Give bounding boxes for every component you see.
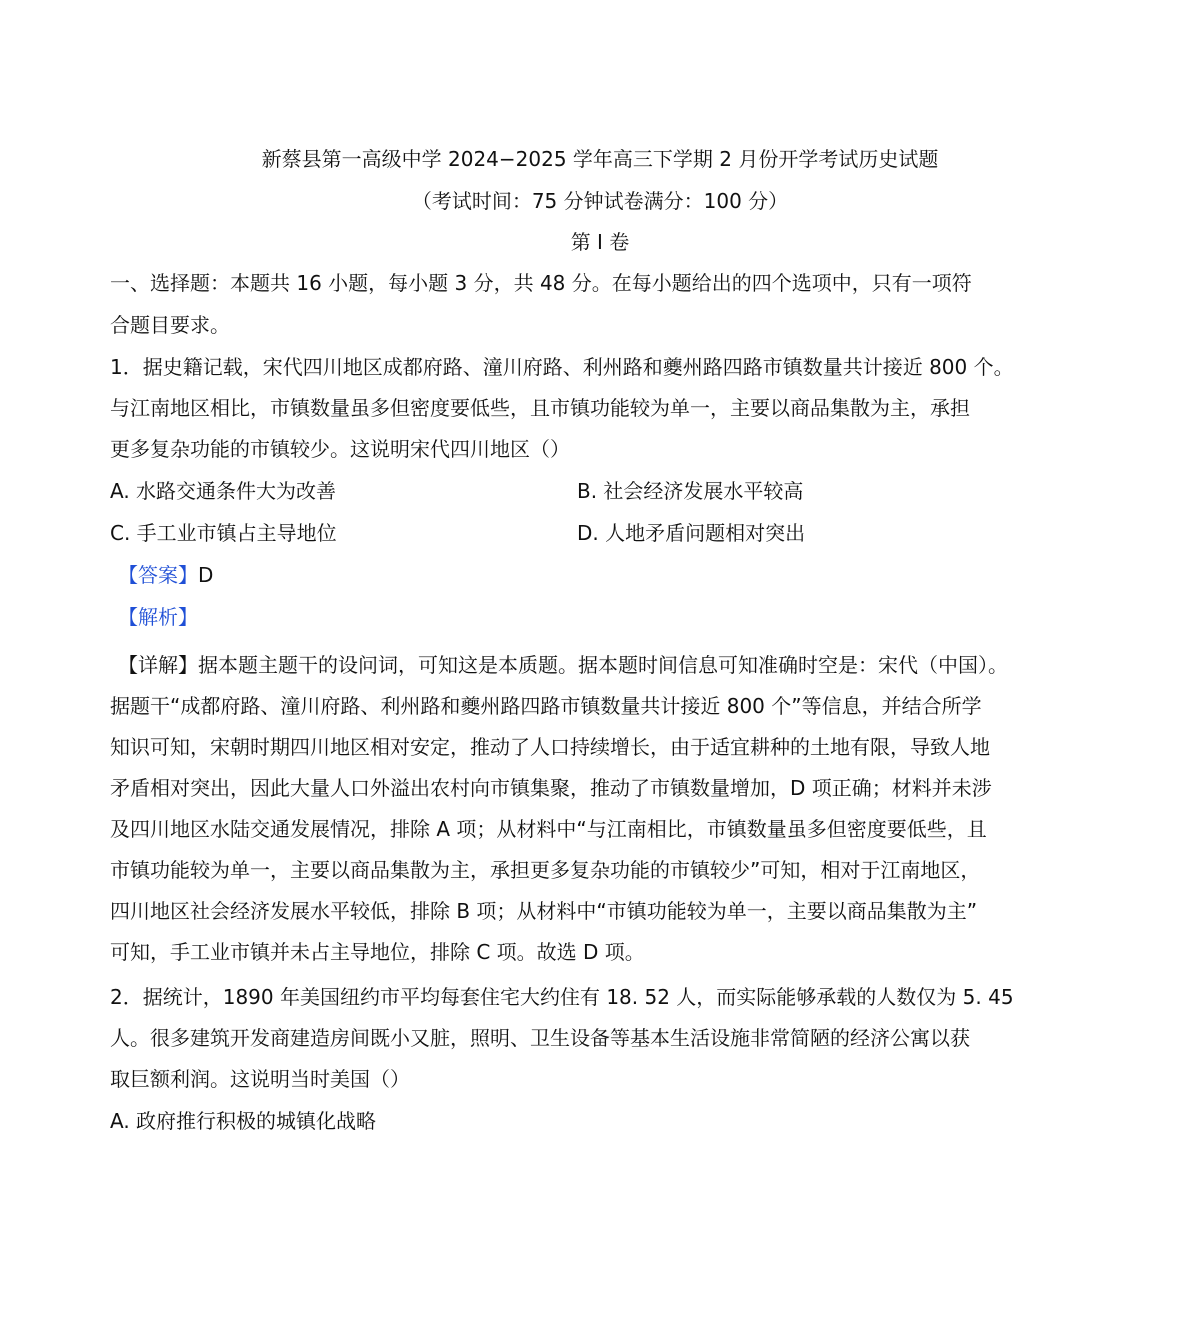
q1-option-c: C. 手工业市镇占主导地位	[110, 521, 337, 545]
q1-stem-line-3: 更多复杂功能的市镇较少。这说明宋代四川地区（）	[110, 437, 570, 461]
q2-stem-line-2: 人。很多建筑开发商建造房间既小又脏，照明、卫生设备等基本生活设施非常简陋的经济公寓以获	[110, 1026, 970, 1050]
q1-detail-line-2: 据题干“成都府路、潼川府路、利州路和夔州路四路市镇数量共计接近 800 个”等信息，并结合所学	[110, 694, 982, 718]
q1-option-b: B. 社会经济发展水平较高	[577, 479, 804, 503]
q1-detail-line-3: 知识可知，宋朝时期四川地区相对安定，推动了人口持续增长，由于适宜耕种的土地有限，导致人地	[110, 735, 990, 759]
q1-detail-line-5: 及四川地区水陆交通发展情况，排除 A 项；从材料中“与江南相比，市镇数量虽多但密度要低些，且	[110, 817, 987, 841]
q2-stem-line-3: 取巨额利润。这说明当时美国（）	[110, 1067, 410, 1091]
q1-detail-line-7: 四川地区社会经济发展水平较低，排除 B 项；从材料中“市镇功能较为单一，主要以商品集散为主”	[110, 899, 978, 923]
answer-value: D	[198, 563, 214, 587]
exam-title: 新蔡县第一高级中学 2024−2025 学年高三下学期 2 月份开学考试历史试题	[261, 147, 939, 171]
q1-stem-line-2: 与江南地区相比，市镇数量虽多但密度要低些，且市镇功能较为单一，主要以商品集散为主，承担	[110, 396, 970, 420]
q1-detail-line-1: 【详解】据本题主题干的设问词，可知这是本质题。据本题时间信息可知准确时空是：宋代（中国）。	[118, 653, 1008, 677]
exam-info: （考试时间：75 分钟试卷满分：100 分）	[411, 189, 789, 213]
q1-detail-line-4: 矛盾相对突出，因此大量人口外溢出农村向市镇集聚，推动了市镇数量增加，D 项正确；材料并未涉	[110, 776, 992, 800]
answer-tag: 【答案】	[118, 563, 198, 587]
q1-option-a: A. 水路交通条件大为改善	[110, 479, 337, 503]
q1-answer	[118, 563, 213, 587]
q1-stem-line-1: 1．据史籍记载，宋代四川地区成都府路、潼川府路、利州路和夔州路四路市镇数量共计接近 800 个。	[110, 355, 1014, 379]
q2-option-a: A. 政府推行积极的城镇化战略	[110, 1109, 377, 1133]
q1-detail-line-6: 市镇功能较为单一，主要以商品集散为主，承担更多复杂功能的市镇较少”可知，相对于江南地区，	[110, 858, 981, 882]
part-label: 第 I 卷	[570, 230, 630, 254]
q1-analysis-tag: 【解析】	[118, 605, 198, 629]
q2-stem-line-1: 2．据统计，1890 年美国纽约市平均每套住宅大约住有 18. 52 人，而实际能够承载的人数仅为 5. 45	[110, 985, 1014, 1009]
section-heading-line-2: 合题目要求。	[110, 313, 230, 337]
q1-option-d: D. 人地矛盾问题相对突出	[577, 521, 806, 545]
section-heading-line-1: 一、选择题：本题共 16 小题，每小题 3 分，共 48 分。在每小题给出的四个选项中，只有一项符	[110, 271, 972, 295]
q1-detail-line-8: 可知，手工业市镇并未占主导地位，排除 C 项。故选 D 项。	[110, 940, 645, 964]
